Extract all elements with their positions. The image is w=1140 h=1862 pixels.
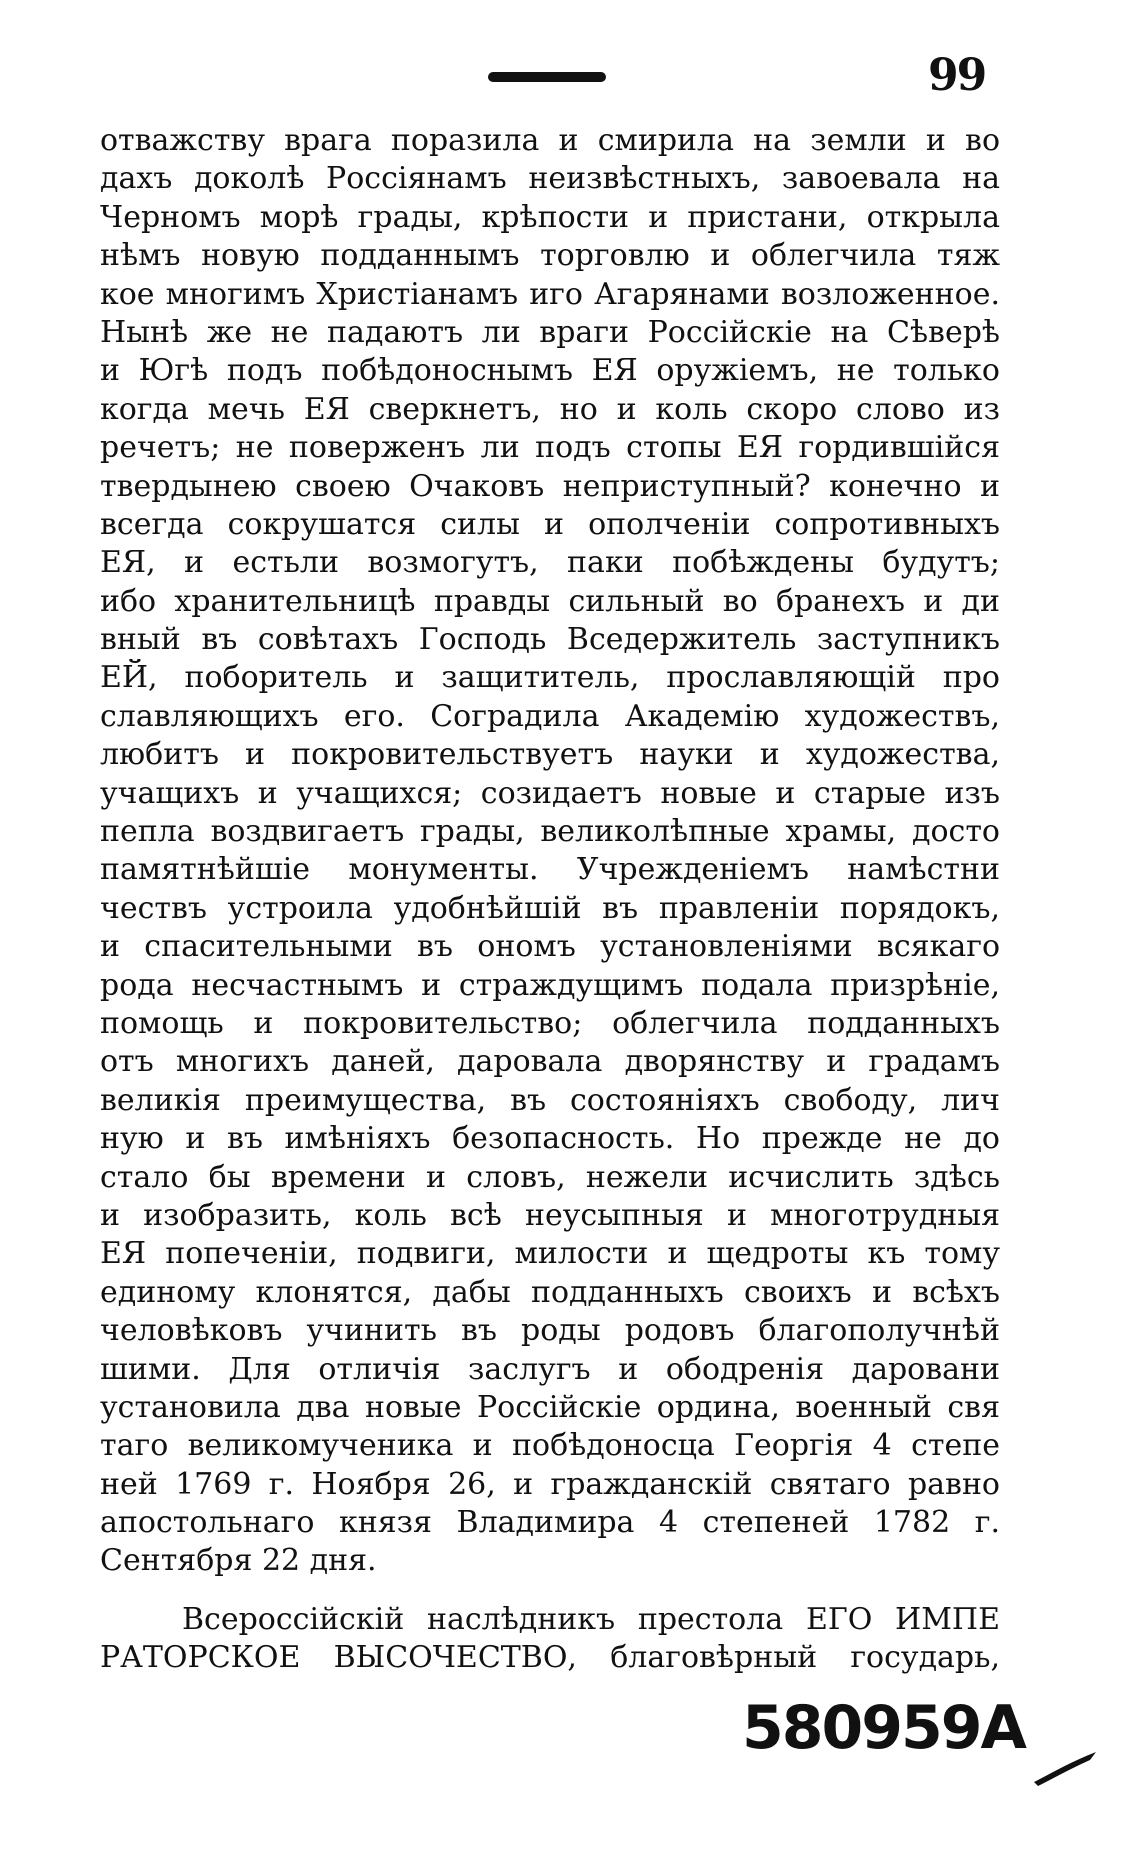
text-line: шими. Для отличія заслугъ и ободренія даровани [100, 1351, 1000, 1387]
text-line: пепла воздвигаетъ грады, великолѣпные храмы, досто [100, 814, 1000, 850]
text-line: апостольнаго князя Владимира 4 степеней 1782 г. [100, 1505, 1000, 1541]
text-line: отважству врага поразила и смирила на земли и во [100, 123, 1000, 158]
text-line: когда мечь ЕЯ сверкнетъ, но и коль скоро слово из [100, 391, 1000, 427]
text-line: ибо хранительницѣ правды сильный во бранехъ и ди [100, 583, 1000, 619]
text-line: всегда сокрушатся силы и ополченіи сопротивныхъ [100, 506, 1000, 542]
text-line: РАТОРСКОЕ ВЫСОЧЕСТВО, благовѣрный государь, [100, 1640, 1000, 1676]
text-line: Нынѣ же не падаютъ ли враги Россійскіе на Сѣверѣ [100, 314, 1000, 350]
text-line: единому клонятся, дабы подданныхъ своихъ и всѣхъ [100, 1274, 1000, 1310]
page-header [0, 50, 1140, 110]
text-line: таго великомученика и побѣдоносца Георгія 4 степе [100, 1428, 1000, 1464]
text-line: ЕЙ, поборитель и защититель, прославляющій про [100, 660, 1000, 696]
text-line: ную и въ имѣніяхъ безопасность. Но прежде не до [100, 1121, 1000, 1157]
paragraph-1 [100, 122, 1000, 1581]
text-line: отъ многихъ даней, даровала дворянству и градамъ [100, 1044, 1000, 1080]
text-line: вный въ совѣтахъ Господь Вседержитель заступникъ [100, 622, 1000, 658]
text-line: человѣковъ учинить въ роды родовъ благополучнѣй [100, 1313, 1000, 1349]
text-line: Всероссійскій наслѣдникъ престола ЕГО ИМПЕ [182, 1601, 1000, 1637]
text-line: помощь и покровительство; облегчила подданныхъ [100, 1005, 1000, 1041]
text-line: установила два новые Россійскіе ордина, военный свя [100, 1389, 1000, 1425]
pen-stroke-mark [1030, 1748, 1100, 1788]
library-stamp-number: 580959А [742, 1693, 1025, 1763]
text-line: любитъ и покровительствуетъ науки и художества, [100, 737, 1000, 773]
text-line: рода несчастнымъ и страждущимъ подала призрѣніе, [100, 967, 1000, 1003]
text-line: нѣмъ новую подданнымъ торговлю и облегчила тяж [100, 238, 1000, 274]
text-line: кое многимъ Христіанамъ иго Агарянами возложенное. [100, 276, 1000, 312]
paragraph-gap [100, 1581, 1000, 1601]
text-line: дахъ доколѣ Россіянамъ неизвѣстныхъ, завоевала на [100, 161, 1000, 197]
text-line: ЕЯ попеченіи, подвиги, милости и щедроты къ тому [100, 1236, 1000, 1272]
text-line: твердынею своею Очаковъ неприступный? конечно и [100, 468, 1000, 504]
paragraph-2 [100, 1601, 1000, 1678]
text-line: учащихъ и учащихся; созидаетъ новые и старые изъ [100, 775, 1000, 811]
text-line: великія преимущества, въ состояніяхъ свободу, лич [100, 1082, 1000, 1118]
text-line: памятнѣйшіе монументы. Учрежденіемъ намѣстни [100, 852, 1000, 888]
text-line: ней 1769 г. Ноября 26, и гражданскій святаго равно [100, 1466, 1000, 1502]
text-line: чествъ устроила удобнѣйшій въ правленіи порядокъ, [100, 890, 1000, 926]
text-line: и Югѣ подъ побѣдоноснымъ ЕЯ оружіемъ, не только [100, 353, 1000, 389]
page-number: 99 [928, 50, 986, 101]
text-line: и изобразить, коль всѣ неусыпныя и многотрудныя [100, 1197, 1000, 1233]
text-line: и спасительными въ ономъ установленіями всякаго [100, 929, 1000, 965]
text-line: Черномъ морѣ грады, крѣпости и пристани, открыла [100, 199, 1000, 235]
text-line: стало бы времени и словъ, нежели исчислить здѣсь [100, 1159, 1000, 1195]
text-line: речетъ; не поверженъ ли подъ стопы ЕЯ гордившійся [100, 430, 1000, 466]
text-line: Сентября 22 дня. [100, 1543, 377, 1579]
text-line: славляющихъ его. Соградила Академію художествъ, [100, 698, 1000, 734]
header-ornament-rule [488, 72, 606, 82]
text-line: ЕЯ, и естьли возмогутъ, паки побѣждены будутъ; [100, 545, 1000, 581]
body-text [100, 122, 1000, 1678]
